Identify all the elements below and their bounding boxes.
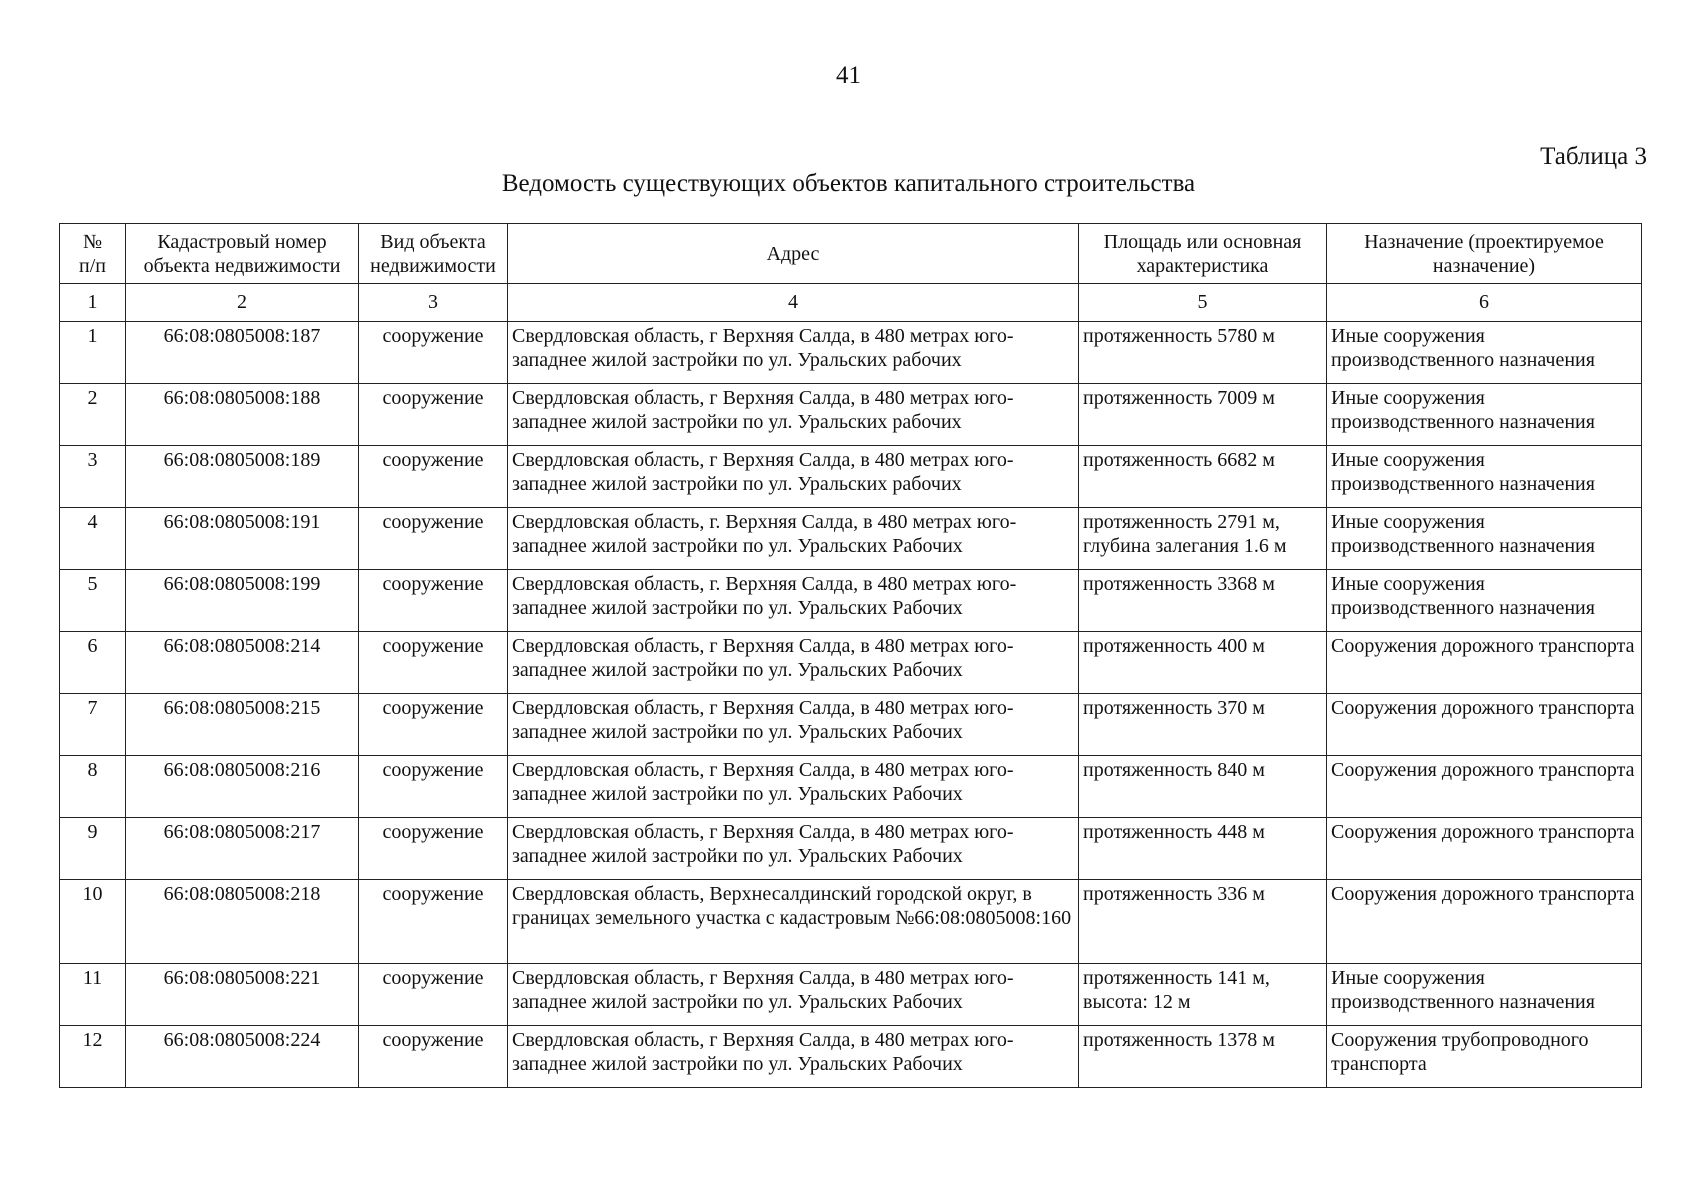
object-address: Свердловская область, г Верхняя Салда, в 480 метрах юго-западнее жилой застройки по ул. Уральских рабочих xyxy=(508,384,1079,446)
object-characteristic: протяженность 400 м xyxy=(1079,632,1327,694)
object-characteristic: протяженность 141 м, высота: 12 м xyxy=(1079,964,1327,1026)
object-characteristic: протяженность 6682 м xyxy=(1079,446,1327,508)
object-kind: сооружение xyxy=(359,446,508,508)
row-number: 6 xyxy=(60,632,126,694)
row-number: 9 xyxy=(60,818,126,880)
row-number: 7 xyxy=(60,694,126,756)
object-kind: сооружение xyxy=(359,1026,508,1088)
object-characteristic: протяженность 2791 м, глубина залегания 1.6 м xyxy=(1079,508,1327,570)
column-number: 1 xyxy=(60,284,126,322)
object-characteristic: протяженность 840 м xyxy=(1079,756,1327,818)
table-row xyxy=(60,1026,1642,1088)
capital-objects-table xyxy=(59,223,1642,1088)
table-header-row xyxy=(60,224,1642,284)
table-row xyxy=(60,694,1642,756)
cadastral-number: 66:08:0805008:188 xyxy=(126,384,359,446)
table-row xyxy=(60,446,1642,508)
object-kind: сооружение xyxy=(359,694,508,756)
column-number: 4 xyxy=(508,284,1079,322)
object-characteristic: протяженность 370 м xyxy=(1079,694,1327,756)
object-characteristic: протяженность 448 м xyxy=(1079,818,1327,880)
object-kind: сооружение xyxy=(359,322,508,384)
cadastral-number: 66:08:0805008:217 xyxy=(126,818,359,880)
table-row xyxy=(60,322,1642,384)
row-number: 5 xyxy=(60,570,126,632)
column-number-row xyxy=(60,284,1642,322)
row-number: 12 xyxy=(60,1026,126,1088)
object-address: Свердловская область, г Верхняя Салда, в 480 метрах юго-западнее жилой застройки по ул. Уральских Рабочих xyxy=(508,632,1079,694)
row-number: 3 xyxy=(60,446,126,508)
row-number: 4 xyxy=(60,508,126,570)
object-characteristic: протяженность 1378 м xyxy=(1079,1026,1327,1088)
object-address: Свердловская область, г Верхняя Салда, в 480 метрах юго-западнее жилой застройки по ул. Уральских Рабочих xyxy=(508,756,1079,818)
column-header-kind: Вид объекта недвижимости xyxy=(359,224,508,284)
table-label: Таблица 3 xyxy=(1540,143,1647,170)
object-address: Свердловская область, Верхнесалдинский городской округ, в границах земельного участка с кадастровым №66:08:0805008:160 xyxy=(508,880,1079,964)
cadastral-number: 66:08:0805008:189 xyxy=(126,446,359,508)
cadastral-number: 66:08:0805008:221 xyxy=(126,964,359,1026)
object-address: Свердловская область, г. Верхняя Салда, в 480 метрах юго-западнее жилой застройки по ул. Уральских Рабочих xyxy=(508,508,1079,570)
object-purpose: Иные сооружения производственного назначения xyxy=(1327,322,1642,384)
table-row xyxy=(60,880,1642,964)
object-purpose: Иные сооружения производственного назначения xyxy=(1327,964,1642,1026)
cadastral-number: 66:08:0805008:216 xyxy=(126,756,359,818)
object-kind: сооружение xyxy=(359,570,508,632)
row-number: 11 xyxy=(60,964,126,1026)
object-address: Свердловская область, г Верхняя Салда, в 480 метрах юго-западнее жилой застройки по ул. Уральских рабочих xyxy=(508,446,1079,508)
column-number: 3 xyxy=(359,284,508,322)
column-header-address: Адрес xyxy=(508,224,1079,284)
column-header-cadastral: Кадастровый номер объекта недвижимости xyxy=(126,224,359,284)
cadastral-number: 66:08:0805008:191 xyxy=(126,508,359,570)
table-row xyxy=(60,384,1642,446)
object-kind: сооружение xyxy=(359,880,508,964)
page-number: 41 xyxy=(836,62,861,89)
cadastral-number: 66:08:0805008:224 xyxy=(126,1026,359,1088)
row-number: 8 xyxy=(60,756,126,818)
object-purpose: Сооружения дорожного транспорта xyxy=(1327,694,1642,756)
cadastral-number: 66:08:0805008:187 xyxy=(126,322,359,384)
column-number: 2 xyxy=(126,284,359,322)
column-number: 5 xyxy=(1079,284,1327,322)
table-row xyxy=(60,508,1642,570)
object-address: Свердловская область, г Верхняя Салда, в 480 метрах юго-западнее жилой застройки по ул. Уральских Рабочих xyxy=(508,964,1079,1026)
table-row xyxy=(60,570,1642,632)
object-address: Свердловская область, г Верхняя Салда, в 480 метрах юго-западнее жилой застройки по ул. Уральских Рабочих xyxy=(508,1026,1079,1088)
object-address: Свердловская область, г Верхняя Салда, в 480 метрах юго-западнее жилой застройки по ул. Уральских Рабочих xyxy=(508,694,1079,756)
object-purpose: Иные сооружения производственного назначения xyxy=(1327,446,1642,508)
cadastral-number: 66:08:0805008:214 xyxy=(126,632,359,694)
object-address: Свердловская область, г Верхняя Салда, в 480 метрах юго-западнее жилой застройки по ул. Уральских Рабочих xyxy=(508,818,1079,880)
object-kind: сооружение xyxy=(359,756,508,818)
column-header-purpose: Назначение (проектируемое назначение) xyxy=(1327,224,1642,284)
object-purpose: Иные сооружения производственного назначения xyxy=(1327,508,1642,570)
object-characteristic: протяженность 5780 м xyxy=(1079,322,1327,384)
object-kind: сооружение xyxy=(359,818,508,880)
table-body xyxy=(60,322,1642,1088)
object-purpose: Сооружения дорожного транспорта xyxy=(1327,632,1642,694)
object-kind: сооружение xyxy=(359,508,508,570)
object-purpose: Сооружения дорожного транспорта xyxy=(1327,880,1642,964)
object-kind: сооружение xyxy=(359,632,508,694)
object-purpose: Сооружения дорожного транспорта xyxy=(1327,818,1642,880)
column-header-area: Площадь или основная характеристика xyxy=(1079,224,1327,284)
row-number: 10 xyxy=(60,880,126,964)
row-number: 1 xyxy=(60,322,126,384)
object-purpose: Иные сооружения производственного назначения xyxy=(1327,570,1642,632)
object-purpose: Иные сооружения производственного назначения xyxy=(1327,384,1642,446)
table-row xyxy=(60,756,1642,818)
object-purpose: Сооружения дорожного транспорта xyxy=(1327,756,1642,818)
table-row xyxy=(60,964,1642,1026)
object-purpose: Сооружения трубопроводного транспорта xyxy=(1327,1026,1642,1088)
column-number: 6 xyxy=(1327,284,1642,322)
table-row xyxy=(60,632,1642,694)
cadastral-number: 66:08:0805008:218 xyxy=(126,880,359,964)
column-header-number: № п/п xyxy=(60,224,126,284)
object-address: Свердловская область, г. Верхняя Салда, в 480 метрах юго-западнее жилой застройки по ул. Уральских Рабочих xyxy=(508,570,1079,632)
cadastral-number: 66:08:0805008:215 xyxy=(126,694,359,756)
object-characteristic: протяженность 7009 м xyxy=(1079,384,1327,446)
row-number: 2 xyxy=(60,384,126,446)
object-characteristic: протяженность 3368 м xyxy=(1079,570,1327,632)
object-kind: сооружение xyxy=(359,384,508,446)
table-row xyxy=(60,818,1642,880)
object-characteristic: протяженность 336 м xyxy=(1079,880,1327,964)
object-kind: сооружение xyxy=(359,964,508,1026)
document-title: Ведомость существующих объектов капитального строительства xyxy=(501,170,1196,197)
cadastral-number: 66:08:0805008:199 xyxy=(126,570,359,632)
object-address: Свердловская область, г Верхняя Салда, в 480 метрах юго-западнее жилой застройки по ул. Уральских рабочих xyxy=(508,322,1079,384)
